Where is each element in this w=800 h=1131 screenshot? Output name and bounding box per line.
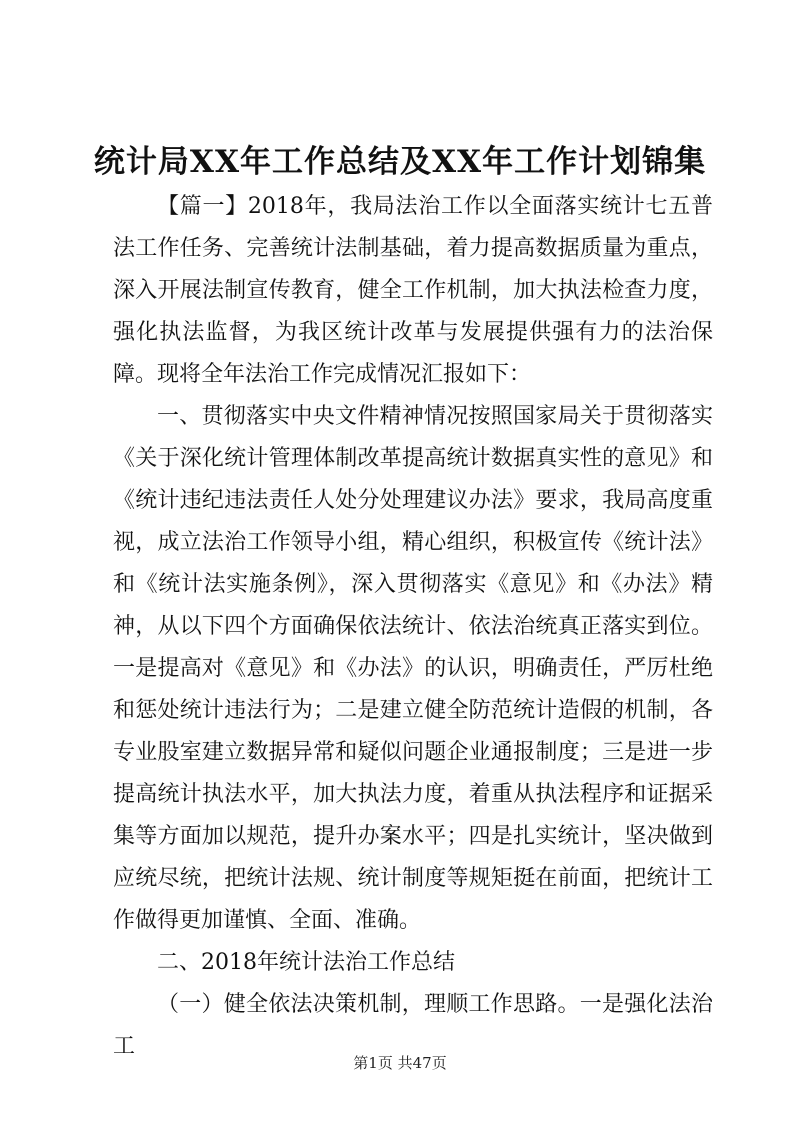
document-title: 统计局XX年工作总结及XX年工作计划锦集: [93, 144, 707, 180]
paragraph-intro: 【篇一】2018年，我局法治工作以全面落实统计七五普法工作任务、完善统计法制基础，着力提高数据质量为重点，深入开展法制宣传教育，健全工作机制，加大执法检查力度，强化执法监督，为我区统计改革与发展提供强有力的法治保障。现将全年法治工作完成情况汇报如下：: [113, 194, 713, 387]
document-body: [113, 186, 713, 1068]
page-footer: 第1页 共47页: [353, 1054, 447, 1072]
paragraph-section-one: 一、贯彻落实中央文件精神情况按照国家局关于贯彻落实《关于深化统计管理体制改革提高统计数据真实性的意见》和《统计违纪违法责任人处分处理建议办法》要求，我局高度重视，成立法治工作领导小组，精心组织，积极宣传《统计法》和《统计法实施条例》，深入贯彻落实《意见》和《办法》精神，从以下四个方面确保依法统计、依法治统真正落实到位。一是提高对《意见》和《办法》的认识，明确责任，严厉杜绝和惩处统计违法行为；二是建立健全防范统计造假的机制，各专业股室建立数据异常和疑似问题企业通报制度；三是进一步提高统计执法水平，加大执法力度，着重从执法程序和证据采集等方面加以规范，提升办案水平；四是扎实统计，坚决做到应统尽统，把统计法规、统计制度等规矩挺在前面，把统计工作做得更加谨慎、全面、准确。: [113, 404, 713, 933]
section-heading-two: 二、2018年统计法治工作总结: [157, 950, 455, 975]
paragraph-subsection-one: （一）健全依法决策机制，理顺工作思路。一是强化法治工: [113, 992, 713, 1059]
